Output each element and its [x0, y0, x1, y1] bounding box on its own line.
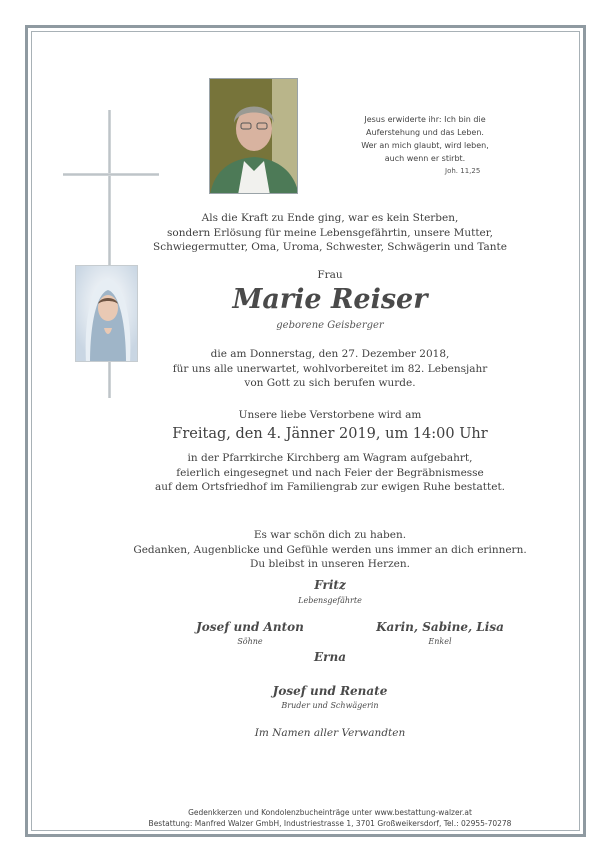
bible-quote	[345, 113, 505, 165]
farewell-text	[120, 528, 540, 572]
mourner-name: Karin, Sabine, Lisa	[376, 620, 504, 634]
farewell-line: Gedanken, Augenblicke und Gefühle werden uns immer an dich erinnern.	[133, 543, 527, 556]
mourner-relation: Bruder und Schwägerin	[281, 701, 379, 710]
mourner-name: Josef und Anton	[196, 620, 304, 634]
quote-line: Auferstehung und das Leben.	[366, 128, 484, 137]
intro-line: sondern Erlösung für meine Lebensgefährtin, unsere Mutter,	[167, 226, 493, 239]
funeral-line: in der Pfarrkirche Kirchberg am Wagram aufgebahrt,	[187, 452, 473, 464]
death-line: von Gott zu sich berufen wurde.	[244, 377, 416, 389]
mourner-relation: Söhne	[237, 637, 263, 646]
quote-line: Jesus erwiderte ihr: Ich bin die	[364, 115, 486, 124]
portrait-photo	[209, 78, 298, 194]
mourner-relation: Enkel	[428, 637, 452, 646]
farewell-line: Du bleibst in unseren Herzen.	[250, 558, 410, 570]
title-prefix: Frau	[317, 269, 343, 281]
death-line: die am Donnerstag, den 27. Dezember 2018,	[210, 348, 450, 360]
all-relatives: Im Namen aller Verwandten	[254, 727, 406, 739]
intro-text	[120, 211, 540, 255]
intro-line: Schwiegermutter, Oma, Uroma, Schwester, Schwägerin und Tante	[153, 241, 507, 253]
deceased-name: Marie Reiser	[232, 284, 428, 315]
death-line: für uns alle unerwartet, wohlvorbereitet im 82. Lebensjahr	[172, 362, 488, 375]
death-text	[120, 347, 540, 391]
mourner-name: Fritz	[314, 578, 346, 592]
funeral-text	[120, 451, 540, 495]
birth-name: geborene Geisberger	[276, 320, 384, 331]
mourner-name: Josef und Renate	[272, 684, 388, 698]
quote-line: Wer an mich glaubt, wird leben,	[361, 141, 489, 150]
intro-line: Als die Kraft zu Ende ging, war es kein Sterben,	[201, 212, 459, 224]
quote-reference: Joh. 11,25	[445, 167, 481, 175]
footer-funeral-home: Bestattung: Manfred Walzer GmbH, Industriestrasse 1, 3701 Großweikersdorf, Tel.: 02955-70278	[148, 819, 512, 828]
cross-horizontal-bar	[63, 173, 159, 176]
quote-line: auch wenn er stirbt.	[384, 154, 466, 163]
footer-condolence: Gedenkkerzen und Kondolenzbucheinträge unter www.bestattung-walzer.at	[188, 808, 472, 817]
funeral-line: feierlich eingesegnet und nach Feier der Begräbnismesse	[176, 466, 484, 479]
mourner-relation: Lebensgefährte	[298, 596, 362, 605]
funeral-date: Freitag, den 4. Jänner 2019, um 14:00 Uhr	[172, 426, 488, 442]
funeral-line: auf dem Ortsfriedhof im Familiengrab zur ewigen Ruhe bestattet.	[154, 481, 505, 493]
farewell-line: Es war schön dich zu haben.	[253, 529, 407, 541]
funeral-intro: Unsere liebe Verstorbene wird am	[238, 409, 422, 421]
mourner-name: Erna	[314, 650, 346, 664]
